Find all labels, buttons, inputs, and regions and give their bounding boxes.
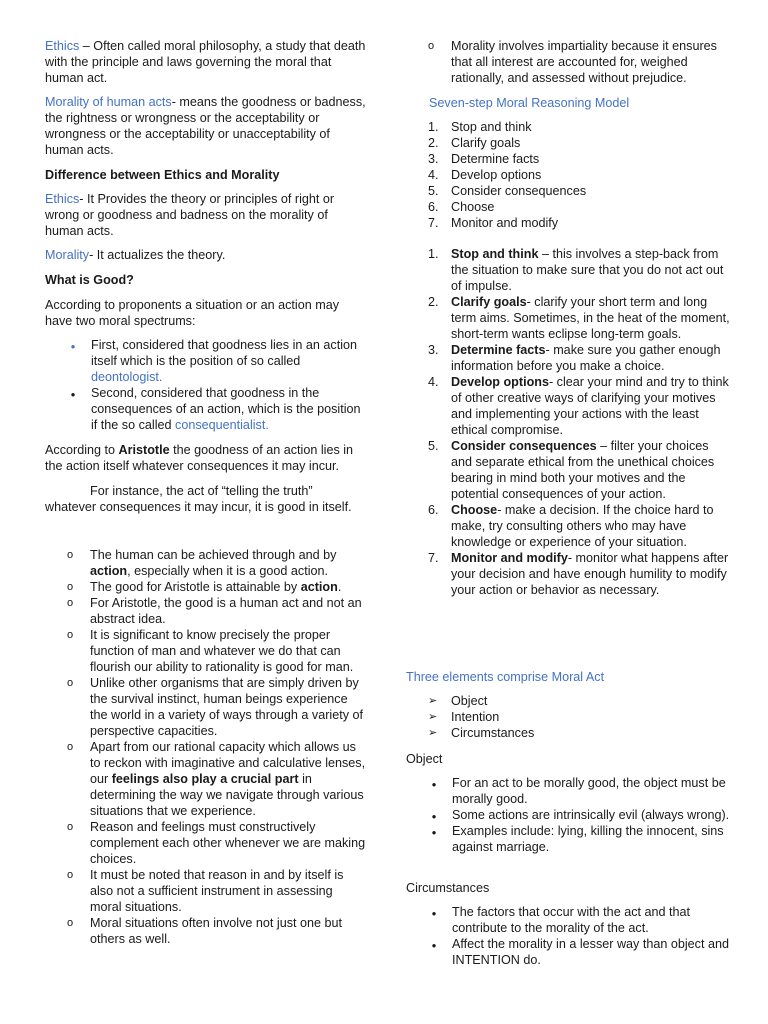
list-item: o Reason and feelings must constructively complement each other whenever we are making choices.	[67, 820, 366, 866]
what-is-good-heading: What is Good?	[45, 273, 134, 287]
list-item: 4. Develop options- clear your mind and try to think of other creative ways of clarifying your motives and implementing your actions with the least ethical compromise.	[428, 375, 729, 437]
list-item: o Apart from our rational capacity which allows us to reckon with imaginative and calculative lenses, our feelings also play a crucial part in determining the way we navigate through various situations that we experience.	[67, 740, 366, 818]
list-item: ● Second, considered that goodness in the consequences of an action, which is the position if the so called consequentialist.	[45, 385, 367, 433]
list-item: ● Examples include: lying, killing the innocent, sins against marriage.	[406, 823, 732, 855]
list-item: 3. Determine facts- make sure you gather enough information before you make a choice.	[428, 343, 721, 373]
object-list	[406, 775, 732, 855]
list-item: 5. Consider consequences	[428, 184, 587, 198]
list-item: o For Aristotle, the good is a human act and not an abstract idea.	[67, 596, 362, 626]
step-details-list	[406, 246, 732, 598]
list-item: ➢ Intention	[428, 710, 500, 724]
list-item: ● First, considered that goodness lies in an action itself which is the position of so called deontologist.	[45, 337, 367, 385]
list-item: 7. Monitor and modify	[428, 216, 559, 230]
list-item: 4. Develop options	[428, 168, 542, 182]
moral-spectrums-intro: According to proponents a situation or an action may have two moral spectrums:	[45, 298, 340, 328]
morality-of-human-acts-definition: Morality of human acts- means the goodness or badness, the rightness or wrongness or the acceptability or wrongness or the acceptability or unacceptability of human acts.	[45, 95, 366, 157]
term: Morality	[45, 248, 90, 262]
list-item: o Morality involves impartiality because it ensures that all interest are accounted for, weighed rationally, and assessed without prejudice.	[428, 39, 717, 85]
list-item: o The human can be achieved through and by action, especially when it is a good action.	[67, 548, 337, 578]
list-item: o Unlike other organisms that are simply driven by the survival instinct, human beings experience the world in a variety of ways through a variety of perspective capacities.	[67, 676, 363, 738]
spectrum-list	[45, 337, 367, 433]
list-item: 6. Choose- make a decision. If the choice hard to make, try consulting others who may have knowledge or experience of your situation.	[428, 503, 714, 549]
arrow-bullet-icon: ➢	[428, 695, 438, 707]
list-item: 2. Clarify goals- clarify your short term and long term aims. Sometimes, in the heat of the moment, short-term wants eclipse long-term goals.	[428, 295, 730, 341]
circle-bullet-icon: o	[428, 40, 435, 52]
list-item: ● Some actions are intrinsically evil (always wrong).	[406, 807, 732, 823]
bullet-icon	[428, 936, 440, 954]
list-item: 2. Clarify goals	[428, 136, 521, 150]
ethics-definition: Ethics – Often called moral philosophy, a study that death with the principle and laws governing the moral that human act.	[45, 39, 366, 85]
list-item: o Moral situations often involve not just one but others as well.	[67, 916, 343, 946]
list-item: 3. Determine facts	[428, 152, 540, 166]
ethics-theory: Ethics- It Provides the theory or principles of right or wrong or goodness and badness on the morality of human acts.	[45, 192, 335, 238]
list-item: ● For an act to be morally good, the object must be morally good.	[406, 775, 732, 807]
circle-bullet-icon: o	[67, 917, 74, 929]
bullet-icon	[67, 337, 79, 355]
elements-heading: Three elements comprise Moral Act	[406, 670, 605, 684]
circle-bullet-icon: o	[67, 677, 74, 689]
aristotle-paragraph: According to Aristotle the goodness of an action lies in the action itself whatever consequences it may incur.	[45, 443, 354, 473]
circle-bullet-icon: o	[67, 821, 74, 833]
list-item: o It is significant to know precisely the proper function of man and whatever we do that can flourish our ability to rationality is good for man.	[67, 628, 354, 674]
circle-bullet-icon: o	[67, 549, 74, 561]
impartiality-point	[406, 38, 732, 86]
circle-bullet-icon: o	[67, 629, 74, 641]
list-item: 1. Stop and think – this involves a step-back from the situation to make sure that you do not act out of impulse.	[428, 247, 724, 293]
bullet-icon	[428, 904, 440, 922]
morality-actualizes: Morality- It actualizes the theory.	[45, 248, 226, 262]
list-item: ➢ Object	[428, 694, 488, 708]
list-item: 5. Consider consequences – filter your choices and separate ethical from the unethical choices bearing in mind both your motives and the potential consequences of your action.	[428, 439, 715, 501]
steps-list	[406, 119, 732, 231]
list-item: 1. Stop and think	[428, 120, 532, 134]
arrow-bullet-icon: ➢	[428, 727, 438, 739]
list-item: ➢ Circumstances	[428, 726, 535, 740]
circle-bullet-icon: o	[67, 597, 74, 609]
term: Morality of human acts	[45, 95, 172, 109]
term: Ethics	[45, 39, 80, 53]
list-item: o The good for Aristotle is attainable by action.	[67, 580, 342, 594]
difference-heading: Difference between Ethics and Morality	[45, 168, 280, 182]
list-item: 7. Monitor and modify- monitor what happens after your decision and have enough humility to modify your action or behavior as necessary.	[428, 551, 729, 597]
bullet-icon	[428, 775, 440, 793]
circle-bullet-icon: o	[67, 581, 74, 593]
aristotle-points	[45, 547, 367, 947]
circle-bullet-icon: o	[67, 741, 74, 753]
list-item: ● Affect the morality in a lesser way than object and INTENTION do.	[406, 936, 732, 968]
circle-bullet-icon: o	[67, 869, 74, 881]
elements-list	[406, 693, 732, 741]
circumstances-list	[406, 904, 732, 968]
list-item: ● The factors that occur with the act and that contribute to the morality of the act.	[406, 904, 732, 936]
circumstances-heading: Circumstances	[406, 881, 490, 895]
object-heading: Object	[406, 752, 443, 766]
list-item: o It must be noted that reason in and by itself is also not a sufficient instrument in assessing moral situations.	[67, 868, 344, 914]
telling-truth-paragraph: For instance, the act of “telling the truth” whatever consequences it may incur, it is good in itself.	[45, 484, 352, 514]
bullet-icon	[67, 385, 79, 403]
list-item: 6. Choose	[428, 200, 495, 214]
bullet-icon	[428, 823, 440, 841]
arrow-bullet-icon: ➢	[428, 711, 438, 723]
model-heading: Seven-step Moral Reasoning Model	[429, 96, 630, 110]
term: Ethics	[45, 192, 80, 206]
